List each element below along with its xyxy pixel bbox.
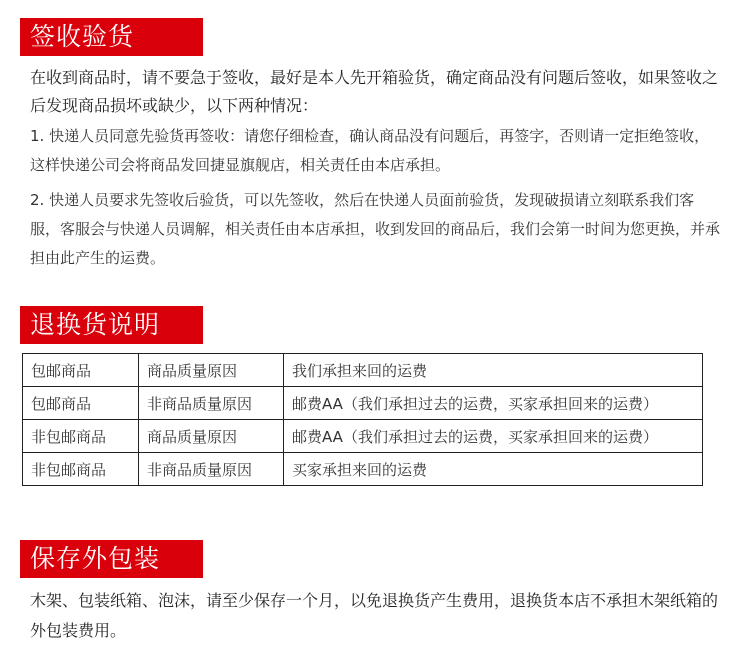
table-row — [23, 453, 703, 486]
table-cell-shipping-cost: 邮费AA（我们承担过去的运费，买家承担回来的运费） — [284, 387, 703, 420]
table-cell-shipping-type: 非包邮商品 — [23, 453, 139, 486]
table-cell-shipping-type: 非包邮商品 — [23, 420, 139, 453]
table-cell-reason: 商品质量原因 — [139, 420, 284, 453]
table-cell-shipping-type: 包邮商品 — [23, 354, 139, 387]
sign-intro-text: 在收到商品时，请不要急于签收，最好是本人先开箱验货，确定商品没有问题后签收，如果签收之后发现商品损坏或缺少，以下两种情况： — [30, 68, 719, 115]
sign-case-2-text: 2. 快递人员要求先签收后验货，可以先签收，然后在快递人员面前验货，发现破损请立刻联系我们客服，客服会与快递人员调解，相关责任由本店承担，收到发回的商品后，我们会第一时间为您更换，并承担由此产生的运费。 — [30, 191, 721, 267]
table-row — [23, 420, 703, 453]
table-cell-reason: 商品质量原因 — [139, 354, 284, 387]
sign-case-1-text: 1. 快递人员同意先验货再签收：请您仔细检查，确认商品没有问题后，再签字，否则请一定拒绝签收，这样快递公司会将商品发回捷显旗舰店，相关责任由本店承担。 — [30, 127, 710, 174]
table-row — [23, 387, 703, 420]
table-cell-shipping-cost: 邮费AA（我们承担过去的运费，买家承担回来的运费） — [284, 420, 703, 453]
section-title-sign-inspect: 签收验货 — [20, 18, 203, 56]
keep-packaging-text: 木架、包装纸箱、泡沫，请至少保存一个月，以免退换货产生费用，退换货本店不承担木架纸箱的外包装费用。 — [30, 591, 719, 640]
section-title-keep-packaging: 保存外包装 — [20, 540, 203, 578]
table-cell-reason: 非商品质量原因 — [139, 387, 284, 420]
table-cell-shipping-type: 包邮商品 — [23, 387, 139, 420]
table-row — [23, 354, 703, 387]
section-title-return-policy: 退换货说明 — [20, 306, 203, 344]
return-policy-table — [22, 353, 703, 486]
table-cell-shipping-cost: 我们承担来回的运费 — [284, 354, 703, 387]
table-cell-reason: 非商品质量原因 — [139, 453, 284, 486]
table-cell-shipping-cost: 买家承担来回的运费 — [284, 453, 703, 486]
